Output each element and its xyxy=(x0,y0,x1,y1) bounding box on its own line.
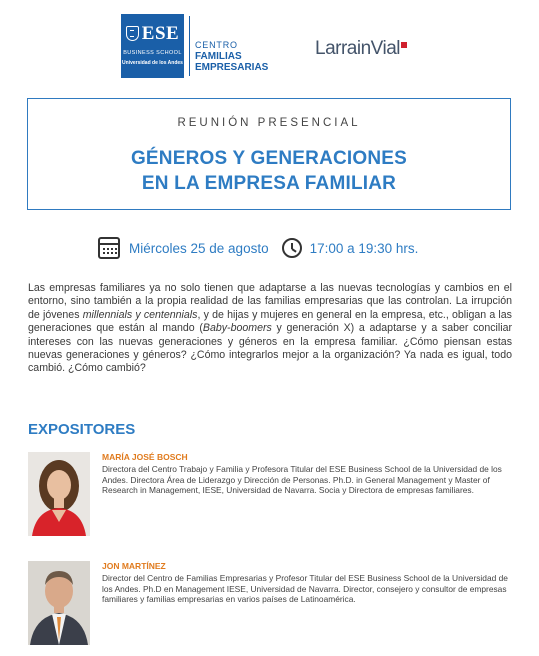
ese-logo-school: BUSINESS SCHOOL xyxy=(123,50,182,56)
event-kicker: REUNIÓN PRESENCIAL xyxy=(177,117,361,129)
speaker-bio: Directora del Centro Trabajo y Familia y Profesora Titular del ESE Business School de la Universidad de los Andes. Directora Área de Liderazgo y Dirección de Personas. Ph.D. in General Management y Master of Research in Management, IESE, Universidad de Navarra. Socia y Directora de empresas familiares. xyxy=(102,464,502,496)
event-title-line2: EN LA EMPRESA FAMILIAR xyxy=(141,173,397,194)
clock-icon xyxy=(282,238,302,258)
speaker-bio: Director del Centro de Familias Empresarias y Profesor Titular del ESE Business School de la Universidad de los Andes. Ph.D en Management IESE, Universidad de Navarra. Director, consejero y consultor de empresas familiares y familias empresarias en varios países de Latinoamérica. xyxy=(102,573,508,605)
speaker-name: JON MARTÍNEZ xyxy=(102,561,166,571)
intro-emphasis-2: Baby-boomers xyxy=(202,322,272,335)
centro-familias-empresarias-logo xyxy=(195,40,268,73)
ese-logo-university: Universidad de los Andes xyxy=(122,59,183,66)
centro-line1: CENTRO xyxy=(195,40,238,50)
speakers-section-title: EXPOSITORES xyxy=(28,421,136,438)
speaker-photo xyxy=(28,561,90,645)
ese-shield-icon xyxy=(126,26,139,41)
intro-text-2: , y de hijas y mujeres en general en la empresa, etc., obligan a las generaciones que están al mando ( xyxy=(28,308,512,335)
speaker-name: MARÍA JOSÉ BOSCH xyxy=(102,452,188,462)
larrainvial-square-icon xyxy=(401,42,407,48)
intro-text-1: Las empresas familiares ya no solo tienen que adaptarse a las nuevas tecnologías y cambios en el entorno, sino también a la propia realidad de las familias empresarias que las controlan. La irrupción de jóvenes xyxy=(28,282,512,321)
event-date: Miércoles 25 de agosto xyxy=(129,240,269,256)
intro-emphasis-1: millennials y centennials xyxy=(82,308,198,321)
ese-logo-name: ESE xyxy=(141,23,180,44)
speaker-photo xyxy=(28,452,90,536)
event-title xyxy=(28,146,510,196)
event-title-line1: GÉNEROS Y GENERACIONES xyxy=(130,148,408,169)
centro-line2: FAMILIAS xyxy=(195,51,242,62)
intro-text-3: y generación X) a adaptarse y a saber conciliar intereses con las nuevas generaciones y géneros en la empresa familiar. ¿Cómo piensan estas nuevas generaciones y géneros? ¿Cómo integrarlos mejor a la organización? Ya nada es igual, todo cambió. ¿Cómo cambió? xyxy=(28,322,512,375)
larrainvial-wordmark: LarrainVial xyxy=(315,38,400,59)
event-title-box xyxy=(27,98,511,210)
event-date-time xyxy=(98,235,418,261)
larrainvial-logo xyxy=(315,38,407,60)
event-time: 17:00 a 19:30 hrs. xyxy=(309,240,419,256)
calendar-icon xyxy=(98,237,120,259)
logo-divider xyxy=(189,16,190,76)
event-description xyxy=(28,282,512,376)
ese-business-school-logo xyxy=(121,14,184,78)
centro-line3: EMPRESARIAS xyxy=(195,62,269,73)
